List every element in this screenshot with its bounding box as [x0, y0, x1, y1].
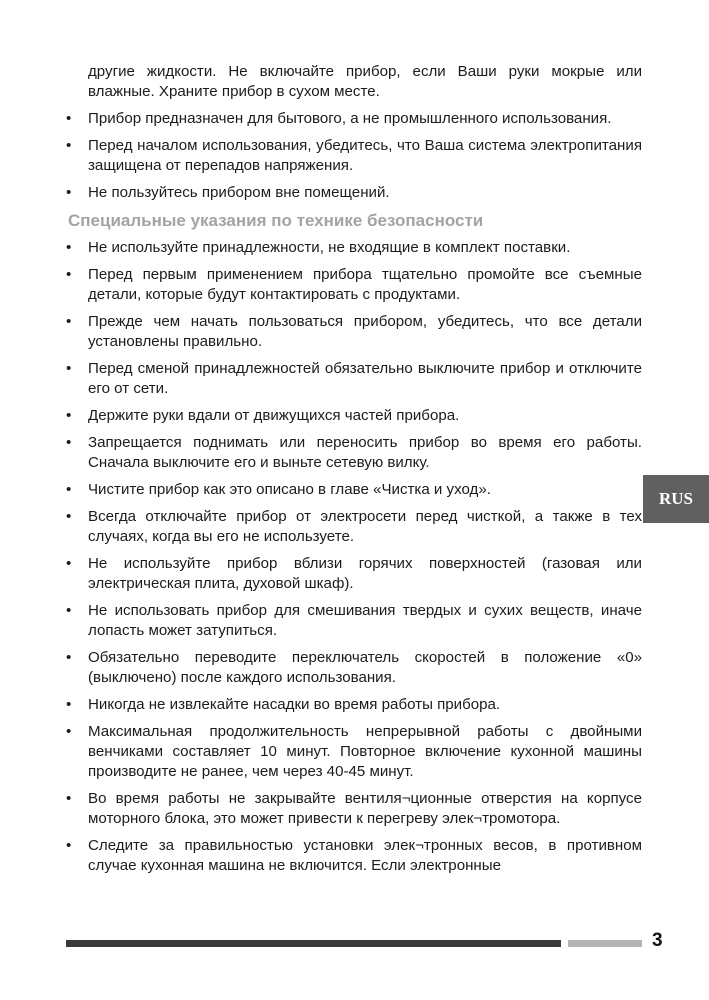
footer-bar-light — [568, 940, 642, 947]
list-item: • Перед первым применением прибора тщательно промойте все съемные детали, которые будут контактировать с продуктами. — [66, 265, 642, 305]
language-tab: RUS — [643, 475, 709, 523]
footer-bar-dark — [66, 940, 561, 947]
general-safety-list — [66, 109, 642, 203]
list-item: • Следите за правильностью установки элек¬тронных весов, в противном случае кухонная машина не включится. Если электронные — [66, 836, 642, 876]
section-heading: Специальные указания по технике безопасности — [68, 211, 484, 230]
list-item: • Никогда не извлекайте насадки во время работы прибора. — [66, 695, 642, 715]
list-item: • Не используйте прибор вблизи горячих поверхностей (газовая или электрическая плита, духовой шкаф). — [66, 554, 642, 594]
list-item: • Максимальная продолжительность непрерывной работы с двойными венчиками составляет 10 минут. Повторное включение кухонной машины производите не ранее, чем через 40-45 минут. — [66, 722, 642, 782]
list-item: • Не использовать прибор для смешивания твердых и сухих веществ, иначе лопасть может затупиться. — [66, 601, 642, 641]
list-item: • Всегда отключайте прибор от электросети перед чисткой, а также в тех случаях, когда вы его не используете. — [66, 507, 642, 547]
page-number: 3 — [652, 930, 663, 951]
special-safety-list — [66, 238, 642, 876]
list-item: • Прибор предназначен для бытового, а не промышленного использования. — [66, 109, 642, 129]
list-item: • Не пользуйтесь прибором вне помещений. — [66, 183, 642, 203]
list-item: • Обязательно переводите переключатель скоростей в положение «0» (выключено) после каждого использования. — [66, 648, 642, 688]
list-item: • Запрещается поднимать или переносить прибор во время его работы. Сначала выключите его и выньте сетевую вилку. — [66, 433, 642, 473]
list-item: • Перед сменой принадлежностей обязательно выключите прибор и отключите его от сети. — [66, 359, 642, 399]
page-content — [66, 62, 642, 883]
intro-paragraph: другие жидкости. Не включайте прибор, если Ваши руки мокрые или влажные. Храните прибор в сухом месте. — [88, 63, 642, 100]
list-item: • Во время работы не закрывайте вентиля¬ционные отверстия на корпусе моторного блока, это может привести к перегреву элек¬тромотора. — [66, 789, 642, 829]
list-item: • Чистите прибор как это описано в главе «Чистка и уход». — [66, 480, 642, 500]
list-item: • Держите руки вдали от движущихся частей прибора. — [66, 406, 642, 426]
list-item: • Не используйте принадлежности, не входящие в комплект поставки. — [66, 238, 642, 258]
list-item: • Прежде чем начать пользоваться прибором, убедитесь, что все детали установлены правильно. — [66, 312, 642, 352]
list-item: • Перед началом использования, убедитесь, что Ваша система электропитания защищена от перепадов напряжения. — [66, 136, 642, 176]
